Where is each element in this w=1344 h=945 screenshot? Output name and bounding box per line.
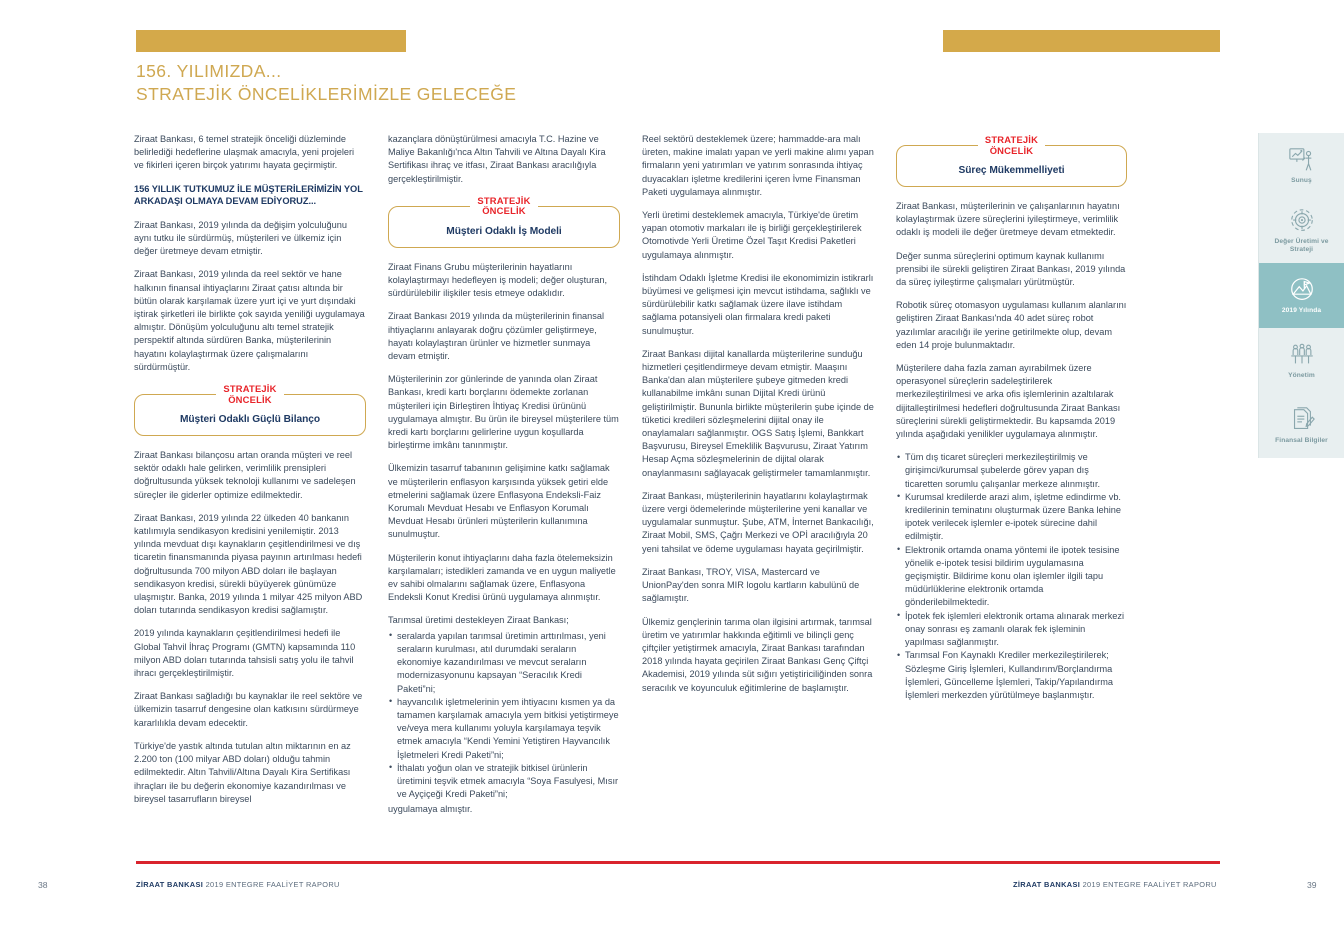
- strategic-priority-kicker: [470, 196, 537, 217]
- paragraph: Ziraat Bankası 2019 yılında da müşterilerinin finansal ihtiyaçlarını anlayarak doğru çözümler geliştirmeye, hayatı kolaylaştıran ürünler ve hizmetler sunmaya devam etmiştir.: [388, 311, 605, 362]
- footer-rule: [136, 861, 1220, 864]
- paragraph: Ziraat Bankası, müşterilerinin ve çalışanlarının hayatını kolaylaştırmak üzere süreçlerini iyileştirmeye, verimlilik odaklı iş modeli ile değer üretmeye devam etmektedir.: [896, 201, 1120, 238]
- sidebar-item-deger-uretimi-ve-strateji[interactable]: [1259, 198, 1344, 263]
- paragraph: Ziraat Finans Grubu müşterilerinin hayatlarını kolaylaştırmayı hedefleyen iş modeli; değer oluşturan, sürdürülebilir ilişkiler tesis etmeye odaklıdır.: [388, 261, 608, 299]
- paragraph: Türkiye'de yastık altında tutulan altın miktarının en az 2.200 ton (100 milyar ABD doları) olduğu tahmin edilmektedir. Altın Tahvili/Altına Dayalı Kira Sertifikası ihraçları ile bu değerin ekonomiye kazandırılması ve bireysel tasarrufların bireysel: [134, 740, 351, 804]
- list-item: • İpotek fek işlemleri elektronik ortama alınarak merkezi onay sonrası eş zamanlı olarak fek işleminin yapılması sağlanmıştır.: [896, 610, 1127, 650]
- kicker-line2: ÖNCELİK: [228, 393, 272, 405]
- paragraph: Değer sunma süreçlerini optimum kaynak kullanımı prensibi ile sürekli geliştiren Ziraat Bankası, 2019 yılında da süreç iyileştirme çalışmaları yürütmüştür.: [896, 250, 1126, 288]
- kicker-line2: ÖNCELİK: [482, 205, 526, 217]
- documents-pen-icon: [1287, 406, 1317, 434]
- footer-brand: ZİRAAT BANKASI: [1013, 880, 1081, 889]
- sidebar-item-finansal-bilgiler[interactable]: [1259, 393, 1344, 458]
- strategic-priority-title: Müşteri Odaklı İş Modeli: [446, 225, 562, 237]
- paragraph: Ziraat Bankası bilançosu artan oranda müşteri ve reel sektör odaklı hale gelirken, verimlilik prensipleri doğrultusunda yüksek teknoloji kullanımı ve sadeleşen süreçler ile giderler optimize edilmektedir.: [134, 450, 356, 500]
- strategic-priority-kicker: [216, 384, 283, 405]
- paragraph: Ülkemizin tasarruf tabanının gelişimine katkı sağlamak ve müşterilerin enflasyon karşısında yüksek getiri elde etmelerini sağlamak üzere Enflasyona Endeksli-Faiz Korumalı Mevduat Hesabı ve Enflasyon Korumalı Mevduat Hesabı ürünleri müşterilerin kullanımına sunulmuştur.: [388, 463, 610, 540]
- bullet-list: [896, 451, 1127, 702]
- paragraph: Ziraat Bankası dijital kanallarda müşterilerine sunduğu hizmetleri çeşitlendirmeye devam etmiştir. Maaşını Banka'dan alan müşterilere şubeye gitmeden kredi kullanabilme imkânı sunan Dijital Kredi ürünü geliştirilmiştir. Bununla birlikte müşterilerin şube içinde de tüketici kredileri sözleşmelerini dijital onay ile onaylamaları sağlanmıştır. OGS Satış İşlemi, Bankkart Başvurusu, Bireysel Emeklilik Başvurusu, Ziraat Yatırım Hesap Açma sözleşmelerinin de dijital olarak onaylanmasını sağlayacak geliştirmeler tamamlanmıştır.: [642, 348, 874, 478]
- footer-text: 2019 ENTEGRE FAALİYET RAPORU: [203, 880, 340, 889]
- page-title-line2: STRATEJİK ÖNCELİKLERİMİZLE GELECEĞE: [136, 84, 517, 104]
- paragraph: kazançlara dönüştürülmesi amacıyla T.C. Hazine ve Maliye Bakanlığı'nca Altın Tahvili ve Altına Dayalı Kira Sertifikası ihraç ve itfası, Ziraat Bankası aracılığıyla gerçekleştirilmiştir.: [388, 134, 606, 184]
- kicker-line1: STRATEJİK: [477, 194, 531, 206]
- paragraph: Ziraat Bankası, 6 temel stratejik önceliği düzleminde belirlediği hedeflerine ulaşmak amacıyla, yeni projeleri ve fikirleri içeren birçok yatırımı hayata geçirmiştir.: [134, 134, 355, 171]
- strategic-priority-callout: [388, 196, 620, 248]
- sidebar-item-label: Finansal Bilgiler: [1275, 437, 1328, 444]
- kicker-line1: STRATEJİK: [223, 383, 277, 395]
- list-item: • seralarda yapılan tarımsal üretimin arttırılması, yeni seraların kurulması, atıl durumdaki seraların ekonomiye kazandırılması ve mevcut seraların modernizasyonunu kapsayan “Seracılık Kredi Paketi”ni;: [388, 630, 620, 696]
- sidebar-item-2019-yilinda[interactable]: [1259, 263, 1344, 328]
- section-sidebar-nav: [1258, 133, 1344, 458]
- footer-text: 2019 ENTEGRE FAALİYET RAPORU: [1080, 880, 1217, 889]
- list-item: • Elektronik ortamda onama yöntemi ile ipotek tesisine yönelik e-ipotek tesisi bildirim uygulamasına geçişmiştir. Bildirime konu olan işlemler ilgili tapu müdürlüklerine elektronik ortamda gönderilebilmektedir.: [896, 544, 1127, 610]
- paragraph: Ülkemiz gençlerinin tarıma olan ilgisini artırmak, tarımsal üretim ve yatırımlar hakkında eğitimli ve bilinçli genç çiftçiler yetiştirmek amacıyla, Ziraat Bankası tarafından 2018 yılında hayata geçirilen Ziraat Bankası Genç Çiftçi Akademisi, 2019 yılında süt sığırı yetiştiriciliğinden sonra seracılık ve koyunculuk eğitimlerine de başlamıştır.: [642, 616, 873, 693]
- people-table-icon: [1287, 341, 1317, 369]
- presentation-icon: [1287, 146, 1317, 174]
- target-icon: [1287, 207, 1317, 235]
- page-title-line1: 156. YILIMIZDA...: [136, 61, 282, 81]
- paragraph: Ziraat Bankası sağladığı bu kaynaklar ile reel sektöre ve ülkemizin tasarruf dengesine olan katkısını sürdürmeye kararlılıkla devam edecektir.: [134, 691, 363, 728]
- text-column-4: [896, 133, 1127, 712]
- kicker-line1: STRATEJİK: [984, 134, 1039, 145]
- sidebar-item-label: 2019 Yılında: [1281, 307, 1322, 314]
- paragraph: Reel sektörü desteklemek üzere; hammadde-ara malı üreten, makine imalatı yapan ve yerli makine alımı yapan firmaların yeni yatırımları ve yatırım sonrasında ihtiyaç duyacakları işletme kredilerini içeren İvme Finansman Paketi uygulamaya alınmıştır.: [642, 134, 874, 197]
- paragraph: İstihdam Odaklı İşletme Kredisi ile ekonomimizin istikrarlı büyümesi ve gelişmesi için mevcut istihdama, sağlıklı ve sürdürülebilir katkı sağlamak üzere ilave istihdam sağlama potansiyeli olan firmalara kredi paketi sunulmuştur.: [642, 272, 874, 336]
- sidebar-item-sunus[interactable]: [1259, 133, 1344, 198]
- text-column-1: [134, 133, 366, 816]
- gold-accent-bar-right: [943, 30, 1220, 52]
- paragraph: Ziraat Bankası, TROY, VISA, Mastercard ve UnionPay'den sonra MIR logolu kartların kabulünü de sağlamıştır.: [642, 566, 860, 604]
- paragraph: Robotik süreç otomasyon uygulaması kullanım alanlarını geliştiren Ziraat Bankası'nda 40 adet süreç robot yazılımlar aracılığı ile yerine getirilmekte olup, devam eden 14 proje bulunmaktadır.: [896, 300, 1127, 350]
- footer-brand: ZİRAAT BANKASI: [136, 880, 204, 889]
- paragraph: Ziraat Bankası, müşterilerinin hayatlarını kolaylaştırmak üzere vergi ödemelerinde müşterilerine yeni kanallar ve uygulamalar sunmuştur. Şube, ATM, İnternet Bankacılığı, Ziraat Mobil, SMS, Çağrı Merkezi ve OPİ aracılığıyla 20 yeni tahsilat ve ödeme uygulaması hayata geçirilmiştir.: [642, 490, 874, 554]
- kicker-line2: ÖNCELİK: [989, 144, 1034, 156]
- footer-right: [1013, 878, 1217, 892]
- section-subheading: 156 YILLIK TUTKUMUZ İLE MÜŞTERİLERİMİZİN YOL ARKADAŞI OLMAYA DEVAM EDİYORUZ...: [134, 183, 363, 207]
- text-column-3: [642, 133, 874, 705]
- paragraph: Müşterilerinin zor günlerinde de yanında olan Ziraat Bankası, kredi kartı borçlarını ödemekte zorlanan müşterileri için Birleştiren İhtiyaç Kredisi ürününü uygulamaya almıştır. Bu ürün ile bireysel müşterilere tüm kredi kartı borçlarını gelirlerine uygun koşullarda birleştirme imkânı tanınmıştır.: [388, 374, 619, 451]
- list-item: • İthalatı yoğun olan ve stratejik bitkisel ürünlerin üretimini teşvik etmek amacıyla “Soya Fasulyesi, Mısır ve Ayçiçeği Kredi Paketi”ni;: [388, 762, 620, 802]
- list-item: • Kurumsal kredilerde arazi alım, işletme edindirme vb. kredilerinin teminatını oluşturmak üzere Banka lehine ipotek verilecek işlemler e-ipotek sürecine dahil edilmiştir.: [896, 491, 1127, 544]
- paragraph: 2019 yılında kaynakların çeşitlendirilmesi hedefi ile Global Tahvil İhraç Programı (GMTN) kapsamında 110 milyon ABD doları tutarında tahsisli satış yolu ile tahvil ihracı gerçekleştirilmiştir.: [134, 628, 356, 679]
- list-item: • hayvancılık işletmelerinin yem ihtiyacını kısmen ya da tamamen karşılamak amacıyla yem bitkisi yetiştirmeye ve/veya mera kullanımı yoluyla karşılamaya teşvik etmek amacıyla “Kendi Yemini Yetiştiren Hayvancılık İşletmeleri Kredi Paketi”ni;: [388, 696, 620, 762]
- paragraph: Ziraat Bankası, 2019 yılında da reel sektör ve hane halkının finansal ihtiyaçlarını Ziraat çatısı altında bir bütün olarak karşılamak üzere yurt içi ve yurt dışındaki iştirak şirketleri ile birlikte çok sayıda yeniliği uygulamaya almıştır. Dönüşüm yolculuğunu altı temel stratejik perspektif altında sürdüren Banka, müşterilerinin hayatını kolaylaştırmak üzere çalışmalarını sürdürmüştür.: [134, 269, 365, 372]
- paragraph: Yerli üretimi desteklemek amacıyla, Türkiye'de üretim yapan otomotiv markaları ile iş birliği gerçekleştirilerek Otomotivde Yerli Üretime Özel Taşıt Kredisi Paketleri uygulamaya alınmıştır.: [642, 210, 862, 260]
- list-item: • Tüm dış ticaret süreçleri merkezileştirilmiş ve girişimci/kurumsal şubelerde görev yapan dış ticaretten sorumlu çalışanlar merkeze alınmıştır.: [896, 451, 1127, 491]
- paragraph: Ziraat Bankası, 2019 yılında da değişim yolculuğunu aynı tutku ile sürdürmüş, müşterileri ve ülkemiz için değer üretmeye devam etmiştir.: [134, 219, 347, 257]
- footer-left: [136, 878, 340, 892]
- paragraph: uygulamaya almıştır.: [388, 804, 473, 815]
- gold-accent-bar-left: [136, 30, 406, 52]
- page-number-left: 38: [38, 880, 48, 890]
- sidebar-item-yonetim[interactable]: [1259, 328, 1344, 393]
- sidebar-item-label: Yönetim: [1288, 372, 1315, 379]
- strategic-priority-callout: [134, 384, 366, 436]
- flag-mountain-icon: [1287, 276, 1317, 304]
- page-number-right: 39: [1307, 880, 1317, 890]
- paragraph: Tarımsal üretimi destekleyen Ziraat Bankası;: [388, 615, 569, 626]
- strategic-priority-callout: [896, 135, 1127, 187]
- bullet-list: [388, 630, 620, 802]
- strategic-priority-kicker: [978, 135, 1045, 156]
- article-columns: [134, 133, 1222, 851]
- strategic-priority-title: Müşteri Odaklı Güçlü Bilanço: [179, 414, 321, 426]
- paragraph: Müşterilerin konut ihtiyaçlarını daha fazla ötelemeksizin karşılamaları; istedikleri zamanda ve en uygun maliyetle ev sahibi olmalarını sağlamak üzere, Enflasyona Endeksli Konut Kredisi ürünü uygulamaya alınmıştır.: [388, 552, 616, 603]
- strategic-priority-title: Süreç Mükemmelliyeti: [958, 165, 1065, 176]
- sidebar-item-label: Sunuş: [1291, 177, 1312, 184]
- paragraph: Müşterilere daha fazla zaman ayırabilmek üzere operasyonel süreçlerin sadeleştirilerek merkezileştirilmesi ve arka ofis işlemlerinin azaltılarak dijitalleştirilmesi hedefleri doğrultusunda Ziraat Bankası süreçlerini sürekli geliştirmektedir. Bu kapsamda 2019 yılında aşağıdaki yenilikler uygulamaya alınmıştır.: [896, 363, 1121, 440]
- text-column-2: [388, 133, 620, 827]
- page-title: [136, 60, 516, 106]
- sidebar-item-label: Değer Üretimi ve Strateji: [1274, 238, 1329, 253]
- paragraph: Ziraat Bankası, 2019 yılında 22 ülkeden 40 bankanın katılımıyla sendikasyon kredisini yenilemiştir. 2013 yılında mevduat dışı kaynakların çeşitlendirilmesi ve dış ticaretin finansmanında piyasa payının artırılması hedefi doğrultusunda 700 milyon ABD doları ile başlayan sendikasyon kredisi, sürekli büyüyerek günümüze ulaşmıştır. Banka, 2019 yılında 1 milyar 425 milyon ABD doları tutarında sendikasyon kredisi sağlamıştır.: [134, 512, 363, 616]
- list-item: • Tarımsal Fon Kaynaklı Krediler merkezileştirilerek; Sözleşme Giriş İşlemleri, Kullandırım/Borçlandırma İşlemleri, Güncelleme İşlemleri, Takip/Yapılandırma İşlemleri merkezden yürütülmeye başlanmıştır.: [896, 649, 1127, 702]
